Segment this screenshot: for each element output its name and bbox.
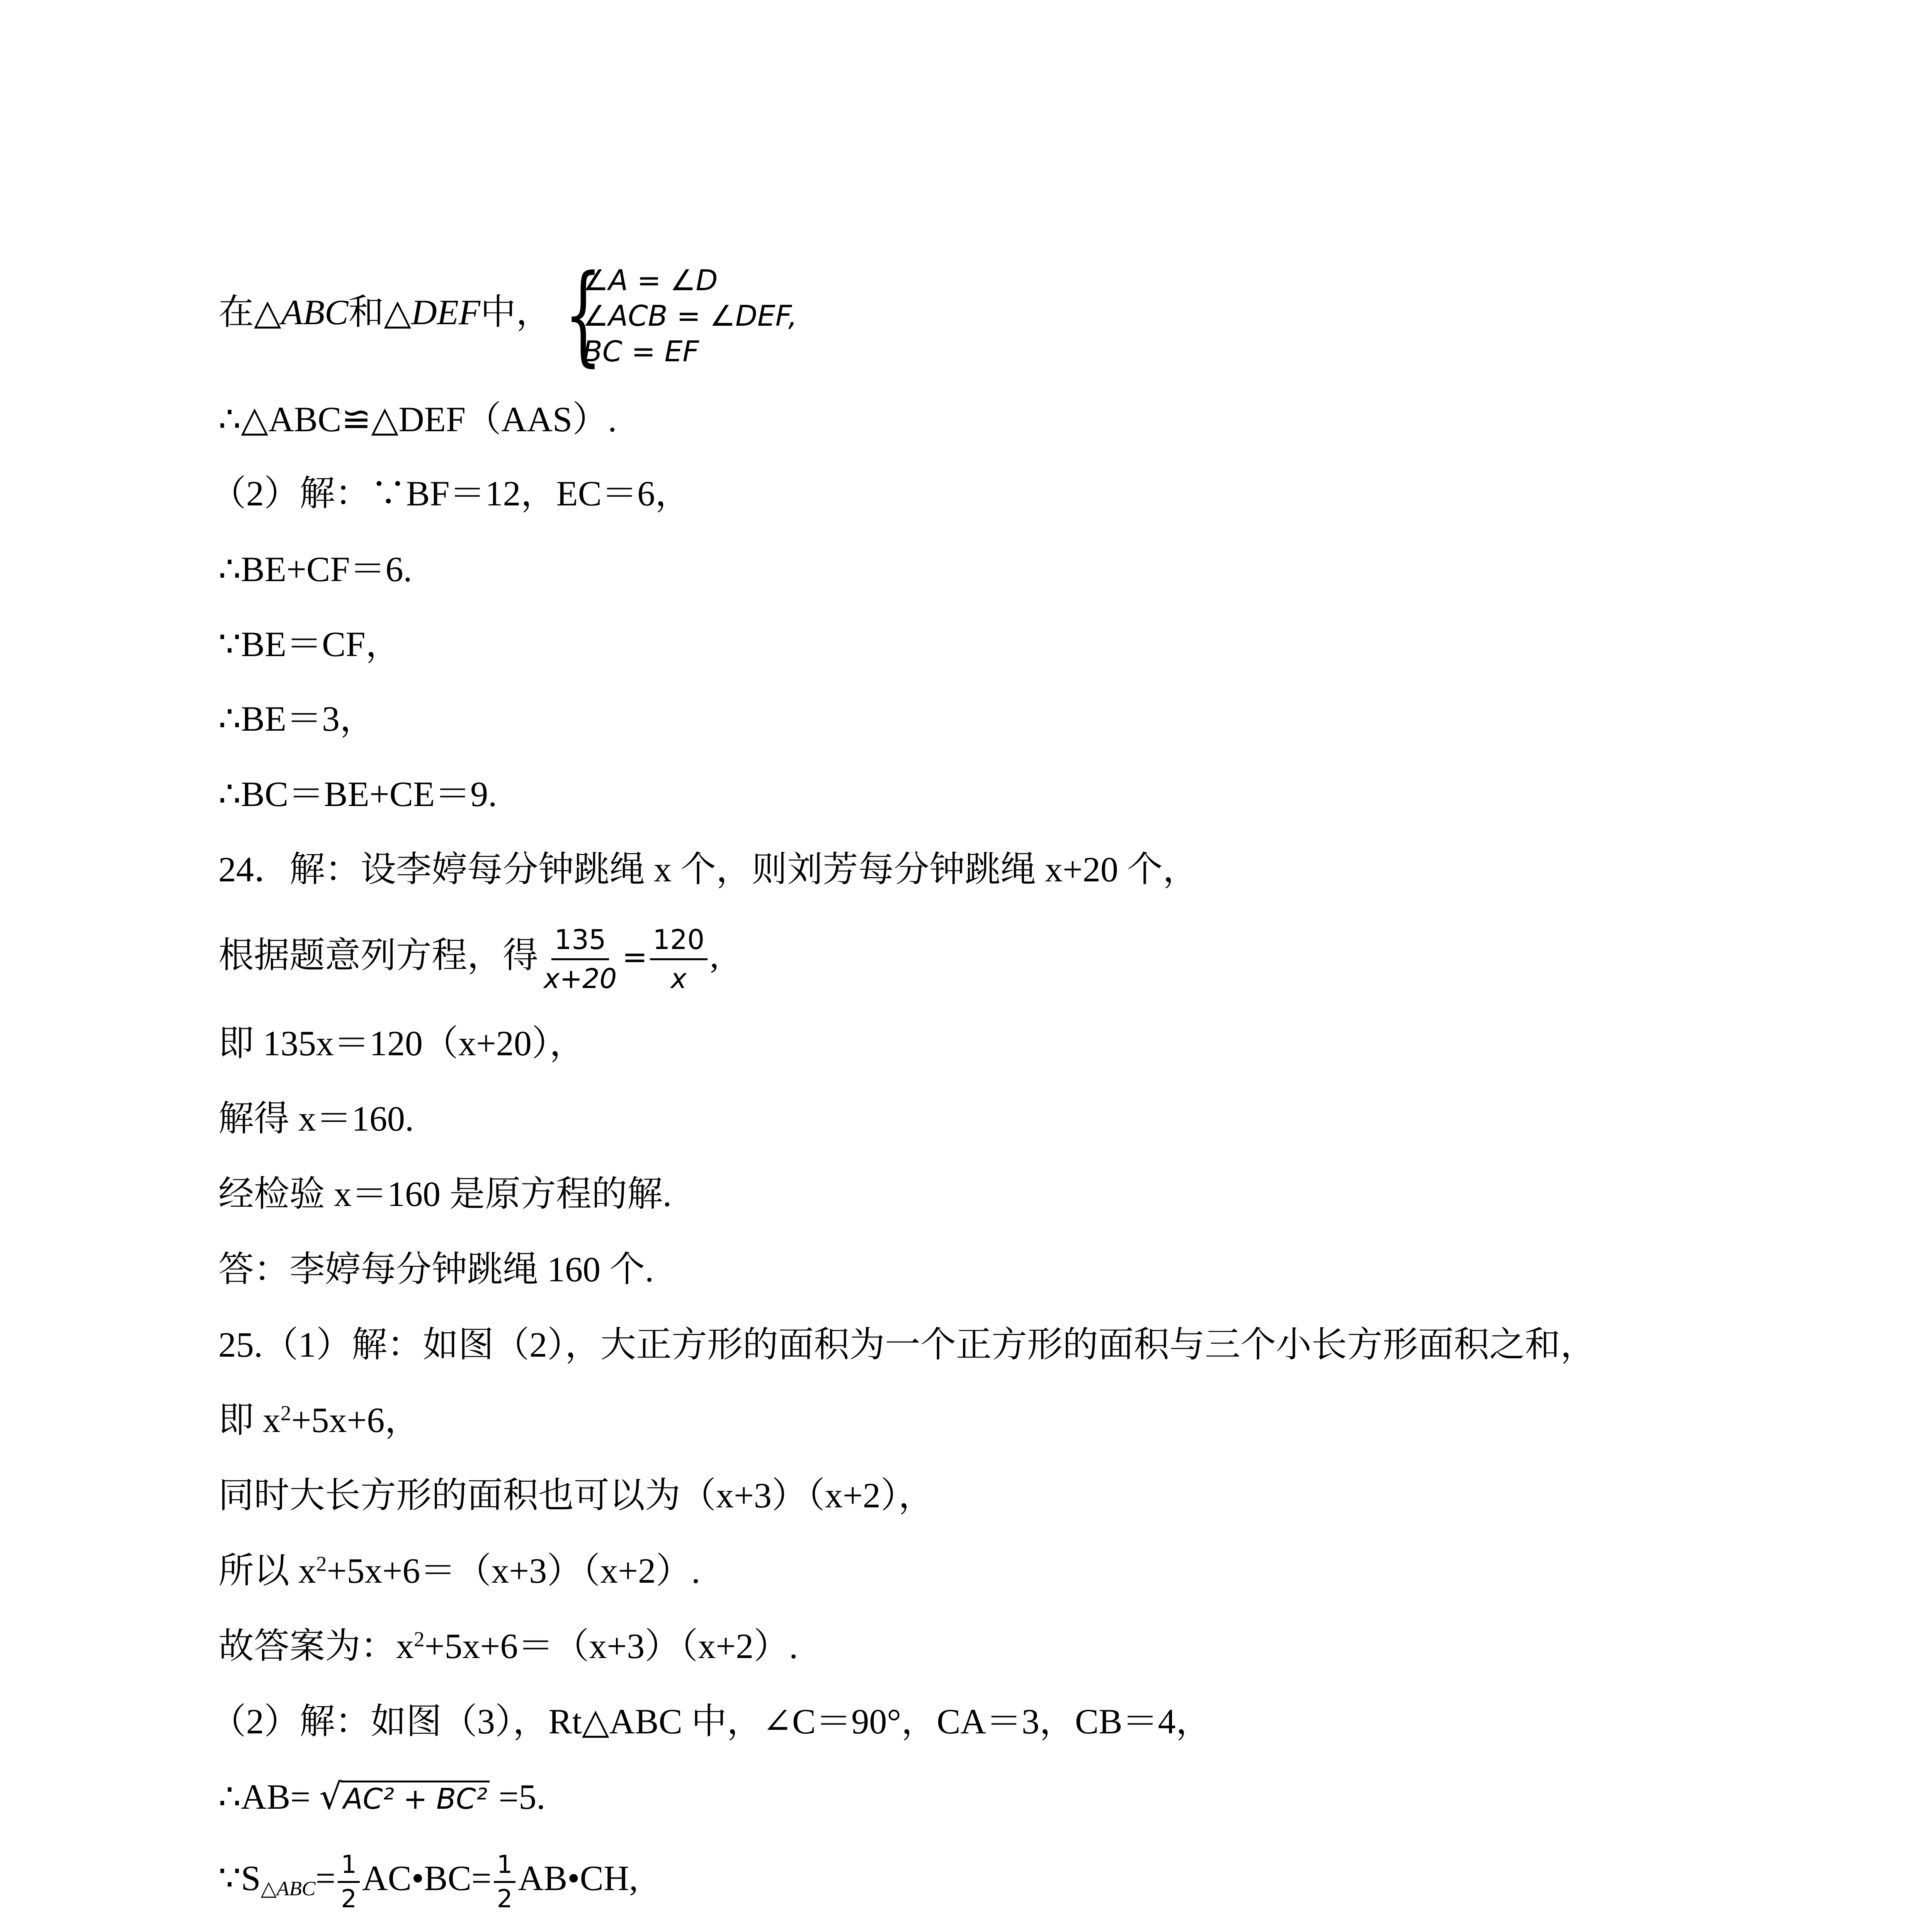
radical-sign: √ [319,1776,342,1817]
square-root [319,1778,490,1820]
proof-line [218,1776,545,1820]
numerator: 1 [494,1851,516,1883]
proof-line: ∴BE＝3， [218,699,376,738]
text: 中， [480,293,552,332]
denominator: x [670,963,687,995]
text: =5. [498,1777,546,1816]
problem-24-line: 24．解：设李婷每分钟跳绳 x 个，则刘芳每分钟跳绳 x+20 个， [218,850,1198,889]
proof-line: 解得 x＝160. [218,1099,414,1138]
text: ∴AB= [218,1777,311,1816]
denominator: 2 [341,1885,357,1913]
proof-line: （2）解：∵BF＝12，EC＝6， [211,474,691,513]
superscript: 2 [281,1401,291,1425]
denominator: 2 [497,1885,513,1913]
fraction [494,1851,516,1913]
text: +5x+6， [291,1400,420,1440]
text: +5x+6＝（x+3）（x+2）. [327,1551,701,1590]
proof-line: ∵BE＝CF， [218,624,401,664]
equation-line [218,923,719,995]
text: AC•BC= [362,1858,492,1898]
fraction [338,1851,360,1913]
text: 故答案为：x [218,1626,414,1666]
numerator: 120 [650,923,708,960]
proof-line: ∴△ABC≌△DEF（AAS）. [218,400,617,439]
proof-line [218,1851,638,1913]
text: ABC [281,293,349,332]
proof-line: 同时大长方形的面积也可以为（x+3）（x+2）， [218,1476,934,1515]
proof-line-congruence-setup [218,252,798,378]
text: = [315,1858,336,1898]
radicand: AC² + BC² [341,1781,490,1816]
proof-line: 经检验 x＝160 是原方程的解. [218,1174,672,1214]
numerator: 135 [551,923,609,960]
answer-line [218,1625,798,1667]
superscript: 2 [414,1627,425,1651]
text: AB•CH, [518,1858,638,1898]
proof-line: 即 135x＝120（x+20）， [218,1024,585,1063]
text: 所以 x [218,1551,316,1590]
proof-line [218,1399,420,1441]
text: +5x+6＝（x+3）（x+2）. [424,1626,798,1666]
proof-line: （2）解：如图（3），Rt△ABC 中，∠C＝90°，CA＝3，CB＝4， [211,1702,1211,1741]
system-row: BC = EF [583,335,699,368]
problem-25-line: 25.（1）解：如图（2），大正方形的面积为一个正方形的面积与三个小长方形面积之和， [218,1325,1596,1364]
proof-line [218,1549,700,1592]
text: ∵S [218,1858,261,1898]
brace-symbol: { [564,252,602,378]
text: 在△ [218,293,281,332]
fraction [541,923,620,995]
text: 根据题意列方程，得 [218,935,539,975]
text: 和△ [348,293,412,332]
numerator: 1 [338,1851,360,1883]
fraction [650,923,708,995]
text: DEF [411,293,481,332]
system-row: ∠ACB = ∠DEF, [583,299,798,333]
proof-line: ∴BE+CF＝6. [218,549,412,589]
equation-system [564,252,798,378]
proof-line: ∴BC＝BE+CE＝9. [218,774,497,814]
subscript: △ABC [260,1876,316,1900]
superscript: 2 [316,1552,327,1576]
answer-line: 答：李婷每分钟跳绳 160 个. [218,1250,654,1289]
denominator: x+20 [544,963,617,995]
text: , [710,935,719,975]
text: = [622,940,648,975]
system-row: ∠A = ∠D [583,264,718,297]
text: 即 x [218,1400,281,1440]
